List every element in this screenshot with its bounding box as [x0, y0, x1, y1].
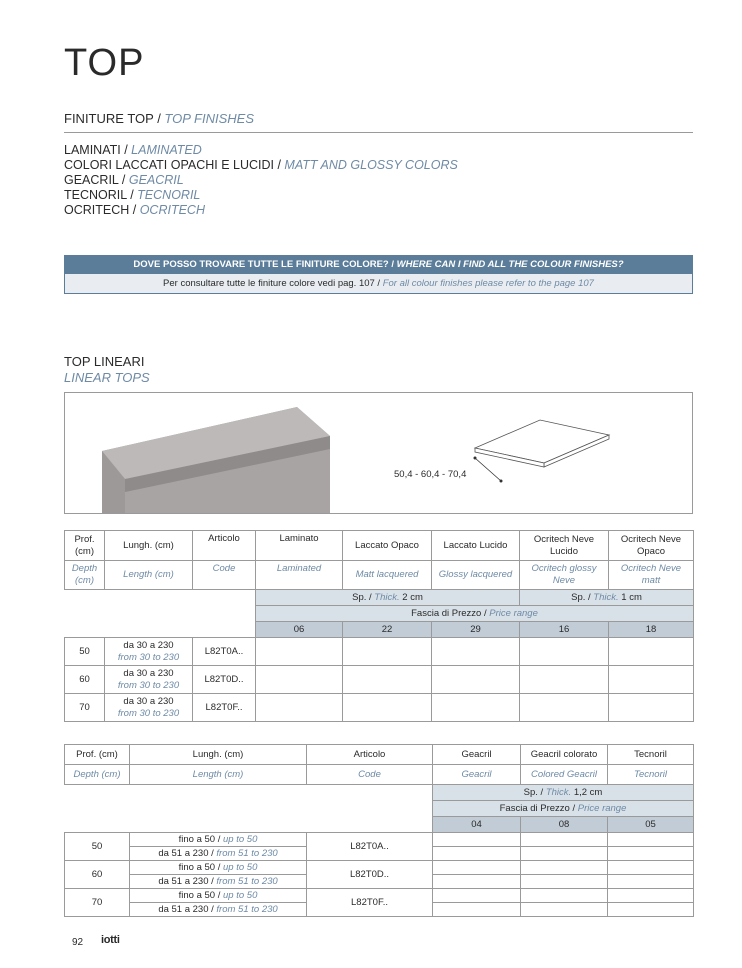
- thickness-row: Sp. / Thick. 1 cm: [520, 590, 694, 606]
- header-cell-en: Geacril: [433, 765, 521, 785]
- finishes-section-heading: FINITURE TOP / TOP FINISHES: [64, 111, 693, 133]
- header-cell-en: Length (cm): [130, 765, 307, 785]
- table-row: 50 fino a 50 / up to 50 L82T0A..: [65, 833, 694, 847]
- table-row: 70 da 30 a 230 from 30 to 230 L82T0F..: [65, 694, 694, 722]
- table-row: da 51 a 230 / from 51 to 230: [65, 875, 694, 889]
- price-code: 16: [520, 622, 609, 638]
- price-range-row: Fascia di Prezzo / Price range: [256, 606, 694, 622]
- finish-item: COLORI LACCATI OPACHI E LUCIDI / MATT AND GLOSSY COLORS: [64, 158, 458, 172]
- header-cell-en: Depth (cm): [65, 561, 105, 590]
- header-cell-en: Depth (cm): [65, 765, 130, 785]
- finishes-title: FINITURE TOP: [64, 111, 154, 126]
- finishes-list: [64, 143, 458, 218]
- header-cell: Prof. (cm): [65, 531, 105, 561]
- price-code: 05: [608, 817, 694, 833]
- header-cell: Laccato Opaco: [343, 531, 432, 561]
- finish-item: OCRITECH / OCRITECH: [64, 203, 205, 217]
- header-cell: Laccato Lucido: [432, 531, 520, 561]
- header-cell-en: Code: [193, 561, 256, 590]
- header-cell-en: Code: [307, 765, 433, 785]
- info-answer: Per consultare tutte le finiture colore vedi pag. 107 / For all colour finishes please refer to the page 107: [65, 274, 692, 293]
- finish-item: GEACRIL / GEACRIL: [64, 173, 184, 187]
- thickness-row: Sp. / Thick. 1,2 cm: [433, 785, 694, 801]
- thickness-row: Sp. / Thick. 2 cm: [256, 590, 520, 606]
- table-row: 60 fino a 50 / up to 50 L82T0D..: [65, 861, 694, 875]
- geacril-table: [64, 744, 694, 917]
- top-illustration: [65, 393, 693, 514]
- header-cell: Lungh. (cm): [105, 531, 193, 561]
- header-cell: Prof. (cm): [65, 745, 130, 765]
- table-row: 50 da 30 a 230 from 30 to 230 L82T0A..: [65, 638, 694, 666]
- info-box: [64, 255, 693, 294]
- header-cell: Articolo: [307, 745, 433, 765]
- header-cell: Geacril: [433, 745, 521, 765]
- header-cell-en: Laminated: [256, 561, 343, 590]
- header-cell-en: Ocritech Neve matt: [609, 561, 694, 590]
- table-row: da 51 a 230 / from 51 to 230: [65, 847, 694, 861]
- price-range-row: Fascia di Prezzo / Price range: [433, 801, 694, 817]
- header-cell: Ocritech Neve Opaco: [609, 531, 694, 561]
- table-row: 60 da 30 a 230 from 30 to 230 L82T0D..: [65, 666, 694, 694]
- finish-item: TECNORIL / TECNORIL: [64, 188, 201, 202]
- header-cell: Tecnoril: [608, 745, 694, 765]
- info-question: DOVE POSSO TROVARE TUTTE LE FINITURE COLORE? / WHERE CAN I FIND ALL THE COLOUR FINISHES?: [65, 256, 692, 274]
- price-code: 08: [521, 817, 608, 833]
- header-cell: Lungh. (cm): [130, 745, 307, 765]
- header-cell-en: Ocritech glossy Neve: [520, 561, 609, 590]
- linear-top-figure: [64, 392, 693, 514]
- dimension-label: 50,4 - 60,4 - 70,4: [394, 469, 467, 480]
- brand-logo: iotti: [101, 934, 120, 946]
- header-cell: Ocritech Neve Lucido: [520, 531, 609, 561]
- header-cell: Articolo: [193, 531, 256, 561]
- header-cell: Laminato: [256, 531, 343, 561]
- linear-tops-table: [64, 530, 694, 722]
- header-cell-en: Tecnoril: [608, 765, 694, 785]
- header-cell: Geacril colorato: [521, 745, 608, 765]
- price-code: 06: [256, 622, 343, 638]
- finishes-title-en: TOP FINISHES: [164, 111, 254, 126]
- price-code: 18: [609, 622, 694, 638]
- price-code: 22: [343, 622, 432, 638]
- page-number: 92: [72, 937, 84, 948]
- price-code: 29: [432, 622, 520, 638]
- table-row: da 51 a 230 / from 51 to 230: [65, 903, 694, 917]
- header-cell-en: Length (cm): [105, 561, 193, 590]
- linear-tops-heading: TOP LINEARI LINEAR TOPS: [64, 354, 150, 385]
- finish-item: LAMINATI / LAMINATED: [64, 143, 202, 157]
- header-cell-en: Matt lacquered: [343, 561, 432, 590]
- header-cell-en: Glossy lacquered: [432, 561, 520, 590]
- page-title: TOP: [64, 42, 145, 84]
- table-row: 70 fino a 50 / up to 50 L82T0F..: [65, 889, 694, 903]
- header-cell-en: Colored Geacril: [521, 765, 608, 785]
- price-code: 04: [433, 817, 521, 833]
